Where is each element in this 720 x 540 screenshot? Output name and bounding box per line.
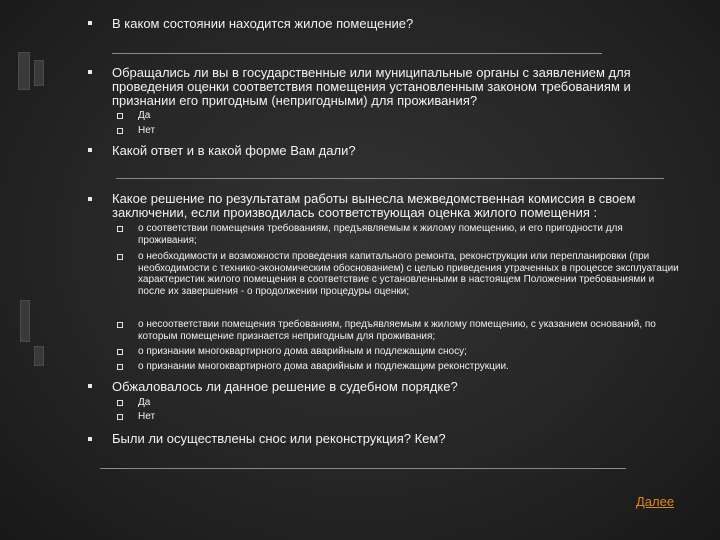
question-1: В каком состоянии находится жилое помещение? [112, 16, 414, 31]
answer-q5-yes[interactable]: Да [138, 397, 151, 408]
answer-q4-1[interactable]: о соответствии помещения требованиям, предъявляемым к жилому помещению, и его пригодности для проживания; [138, 223, 623, 246]
option-box-icon [117, 400, 123, 406]
option-box-icon [117, 128, 123, 134]
question-2: Обращались ли вы в государственные или муниципальные органы с заявлением для проведения оценки соответствия помещения установленным законом требованиям и признании его пригодным (непригодными) для проживания? [112, 65, 631, 108]
answer-q4-5[interactable]: о признании многоквартирного дома аварийным и подлежащим реконструкции. [138, 361, 509, 372]
bullet-icon [88, 21, 92, 25]
question-3: Какой ответ и в какой форме Вам дали? [112, 143, 356, 158]
bullet-icon [88, 437, 92, 441]
answer-q2-yes[interactable]: Да [138, 110, 151, 121]
question-6: Были ли осуществлены снос или реконструкция? Кем? [112, 431, 446, 446]
decor-bar-2 [34, 60, 44, 86]
answer-line-1[interactable] [112, 53, 602, 54]
option-box-icon [117, 349, 123, 355]
next-link[interactable]: Далее [636, 494, 675, 509]
question-5: Обжаловалось ли данное решение в судебном порядке? [112, 379, 458, 394]
decor-bar-1 [18, 52, 30, 90]
question-4: Какое решение по результатам работы вынесла межведомственная комиссия в своем заключении, если производилась соответствующая оценка жилого помещения : [112, 191, 636, 220]
decor-bar-4 [34, 346, 44, 366]
bullet-icon [88, 384, 92, 388]
answer-q2-no[interactable]: Нет [138, 125, 156, 136]
option-box-icon [117, 113, 123, 119]
answer-q5-no[interactable]: Нет [138, 411, 156, 422]
decor-bar-3 [20, 300, 30, 342]
option-box-icon [117, 226, 123, 232]
option-box-icon [117, 364, 123, 370]
answer-line-3[interactable] [116, 178, 664, 179]
option-box-icon [117, 322, 123, 328]
answer-q4-3[interactable]: о несоответствии помещения требованиям, предъявляемым к жилому помещению, с указанием оснований, по которым помещение признается непригодным для проживания; [138, 319, 656, 342]
bullet-icon [88, 70, 92, 74]
bullet-icon [88, 148, 92, 152]
option-box-icon [117, 254, 123, 260]
answer-q4-2[interactable]: о необходимости и возможности проведения капитального ремонта, реконструкции или перепланировки (при необходимости с технико-экономическим обоснованием) с целью приведения утраченных в процессе эксплуатации характеристик жилого помещения в соответствие с установленными в настоящем Положении требованиями и после их завершения - о продолжении процедуры оценки; [138, 251, 679, 297]
answer-line-6[interactable] [100, 468, 626, 469]
answer-q4-4[interactable]: о признании многоквартирного дома аварийным и подлежащим сносу; [138, 346, 467, 357]
bullet-icon [88, 197, 92, 201]
option-box-icon [117, 414, 123, 420]
